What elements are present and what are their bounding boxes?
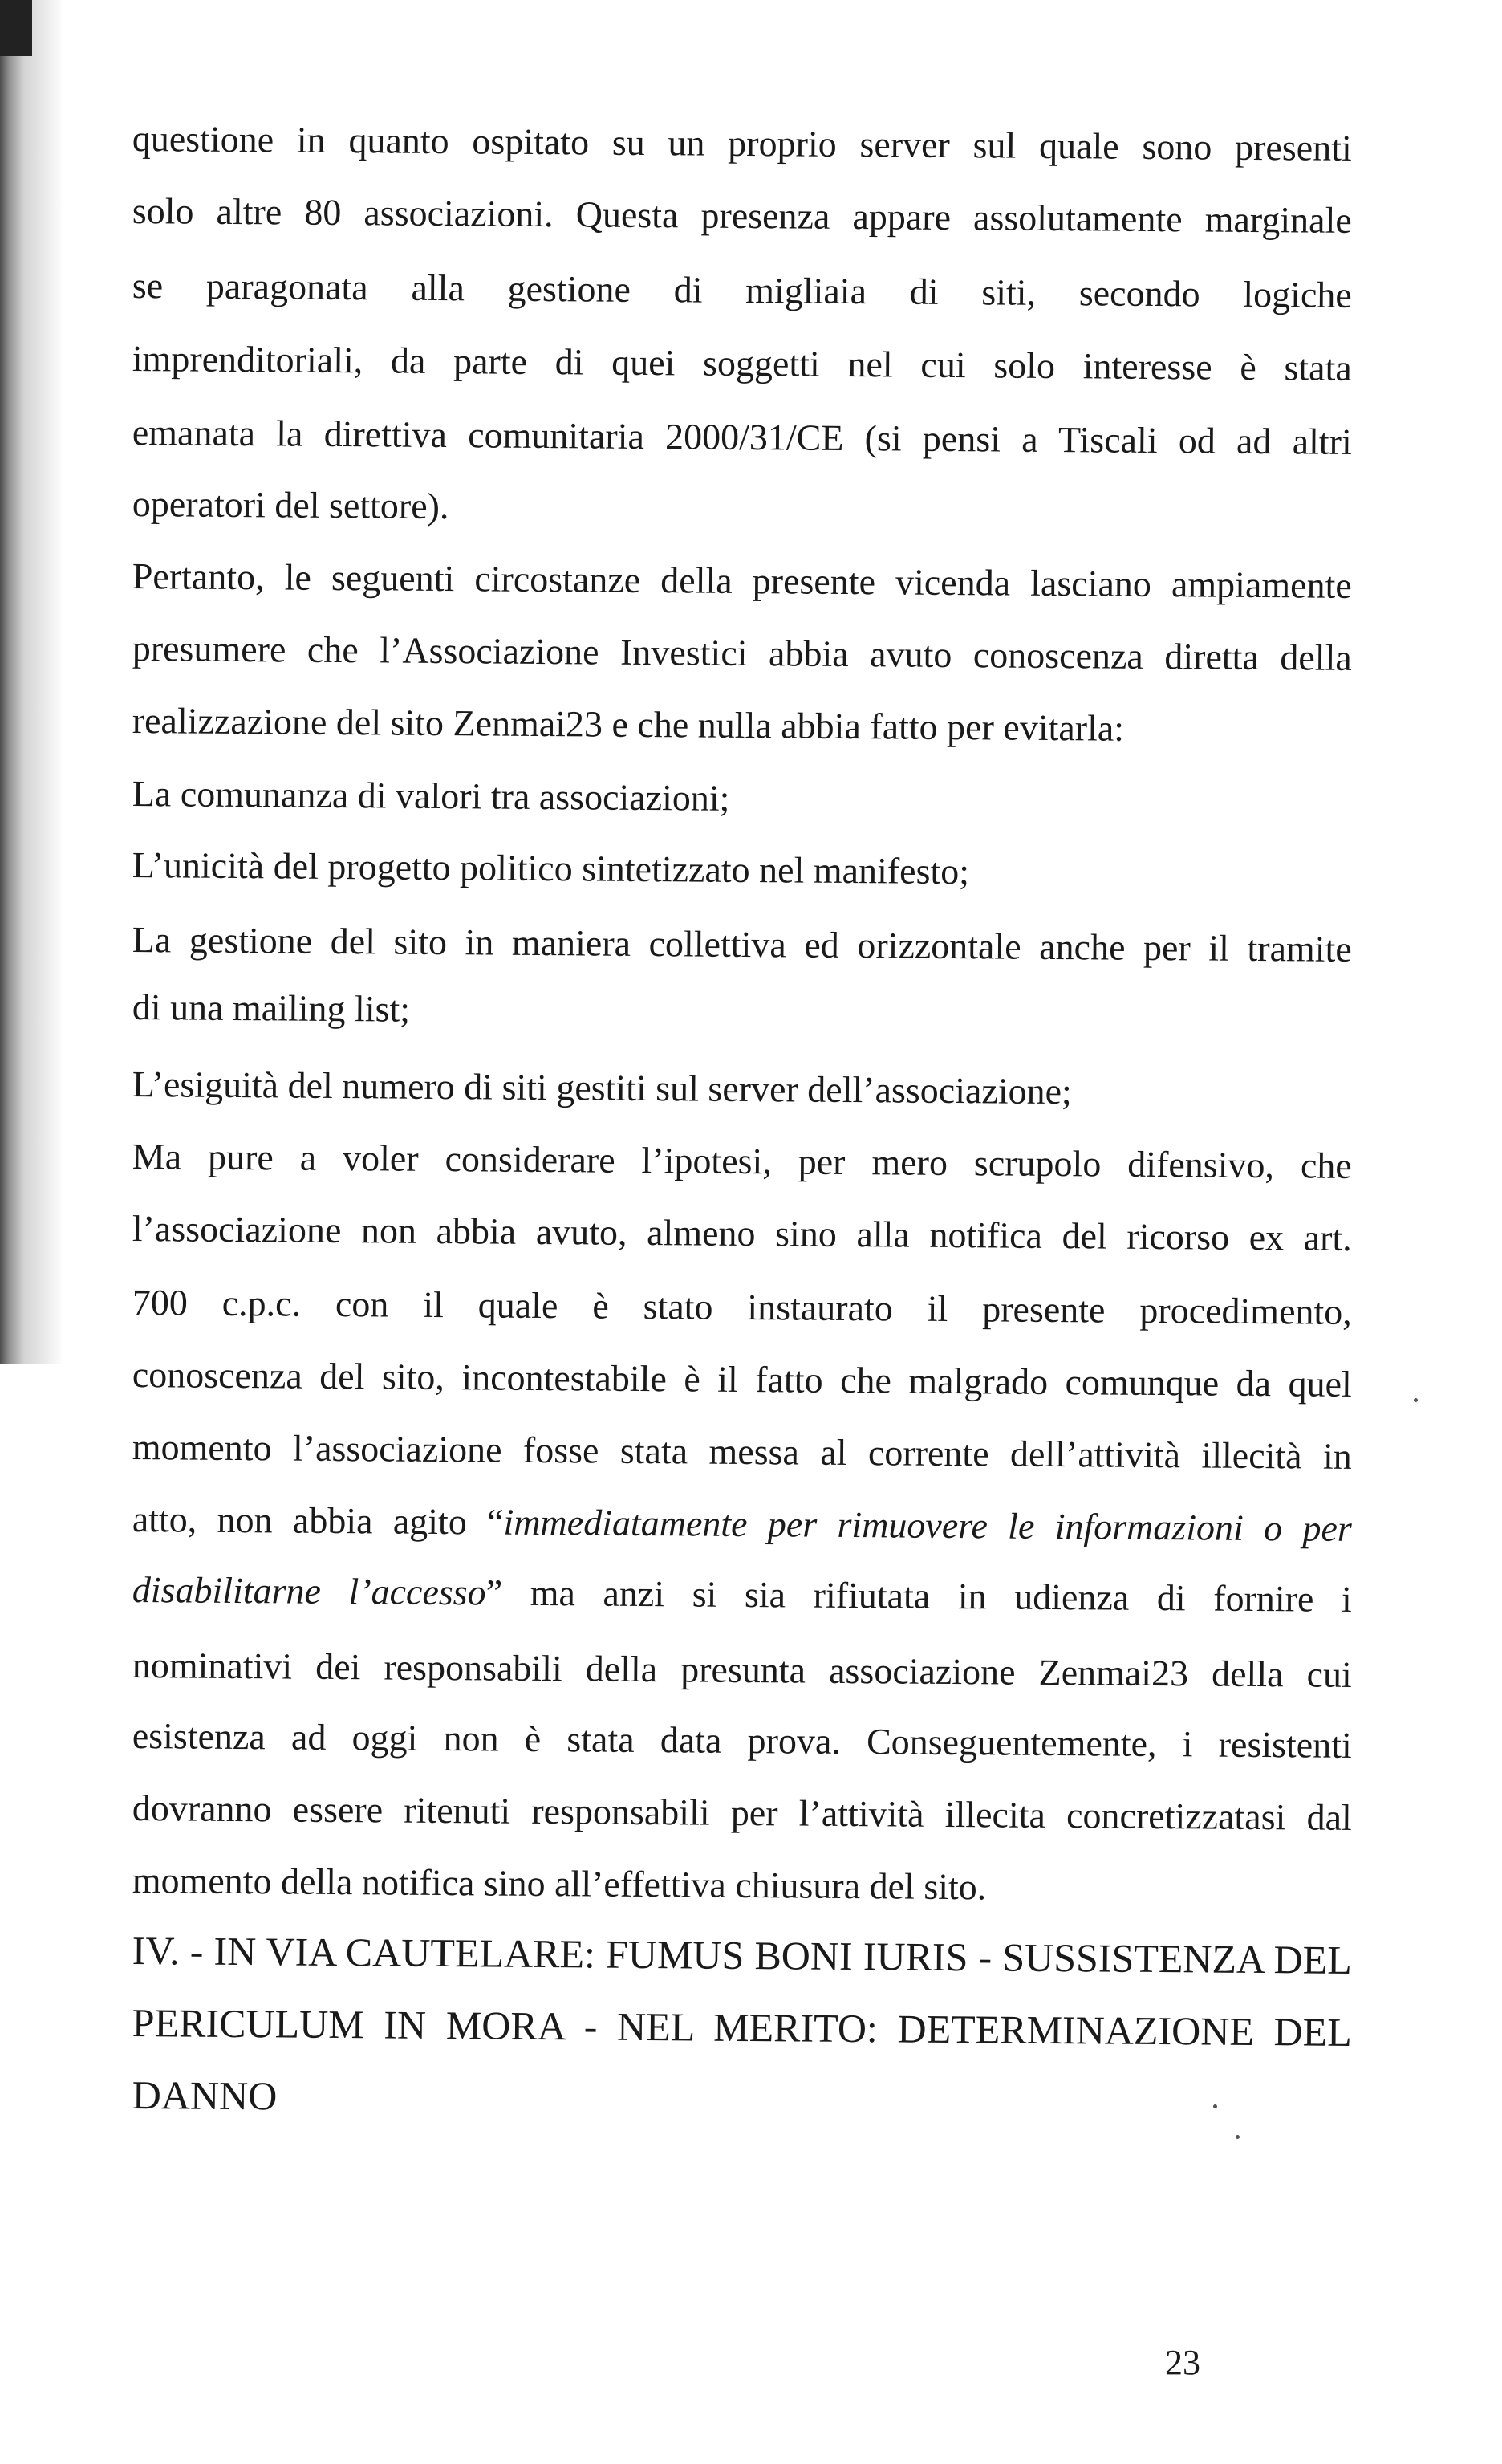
body-line: questione in quanto ospitato su un proprio server sul quale sono presenti (132, 118, 1352, 169)
body-line: La gestione del sito in maniera collettiva ed orizzontale anche per il tramite (132, 919, 1352, 970)
body-line: presumere che l’Associazione Investici abbia avuto conoscenza diretta della (132, 628, 1352, 678)
body-line: operatori del settore). (132, 483, 449, 527)
body-line: momento l’associazione fosse stata messa al corrente dell’attività illecità in (132, 1426, 1352, 1477)
body-line: nominativi dei responsabili della presunta associazione Zenmai23 della cui (132, 1645, 1352, 1695)
body-line: di una mailing list; (132, 986, 411, 1030)
body-line (132, 1569, 1352, 1620)
body-line: conoscenza del sito, incontestabile è il fatto che malgrado comunque da quel (132, 1354, 1352, 1405)
section-heading: PERICULUM IN MORA - NEL MERITO: DETERMINAZIONE DEL (132, 2000, 1352, 2055)
body-line: imprenditoriali, da parte di quei soggetti nel cui solo interesse è stata (132, 338, 1352, 388)
scan-edge-corner (0, 0, 32, 56)
quoted-italic-text: immediatamente per rimuovere le informazioni o per (503, 1501, 1352, 1549)
body-line: l’associazione non abbia avuto, almeno sino alla notifica del ricorso ex art. (132, 1208, 1352, 1258)
scan-edge-shadow (0, 0, 64, 1364)
scan-speck (1213, 2104, 1217, 2108)
body-line: esistenza ad oggi non è stata data prova. Conseguentemente, i resistenti (132, 1715, 1352, 1766)
section-heading: DANNO (132, 2072, 278, 2119)
body-line: solo altre 80 associazioni. Questa presenza appare assolutamente marginale (132, 190, 1352, 241)
body-line: L’unicità del progetto politico sintetizzato nel manifesto; (132, 844, 970, 892)
line-text: ” ma anzi si sia rifiutata in udienza di fornire i (485, 1572, 1352, 1620)
body-line: se paragonata alla gestione di migliaia di siti, secondo logiche (132, 265, 1352, 315)
scan-speck (1236, 2135, 1240, 2139)
body-line: momento della notifica sino all’effettiva chiusura del sito. (132, 1860, 987, 1908)
section-heading: IV. - IN VIA CAUTELARE: FUMUS BONI IURIS - SUSSISTENZA DEL (132, 1928, 1352, 1982)
body-line: Ma pure a voler considerare l’ipotesi, per mero scrupolo difensivo, che (132, 1136, 1352, 1186)
body-line: Pertanto, le seguenti circostanze della presente vicenda lasciano ampiamente (132, 555, 1352, 606)
body-line (132, 1498, 1352, 1549)
line-text: atto, non abbia agito “ (132, 1498, 504, 1543)
scan-speck (1414, 1398, 1418, 1402)
quoted-italic-text: disabilitarne l’accesso (132, 1569, 486, 1613)
body-line: La comunanza di valori tra associazioni; (132, 773, 730, 819)
body-line: dovranno essere ritenuti responsabili per l’attività illecita concretizzatasi dal (132, 1787, 1352, 1838)
body-line: realizzazione del sito Zenmai23 e che nulla abbia fatto per evitarla: (132, 700, 1125, 749)
body-line: emanata la direttiva comunitaria 2000/31/CE (si pensi a Tiscali od ad altri (132, 412, 1352, 462)
body-line: 700 c.p.c. con il quale è stato instaurato il presente procedimento, (132, 1282, 1352, 1332)
page-number: 23 (1165, 2343, 1200, 2382)
body-line: L’esiguità del numero di siti gestiti sul server dell’associazione; (132, 1063, 1073, 1112)
